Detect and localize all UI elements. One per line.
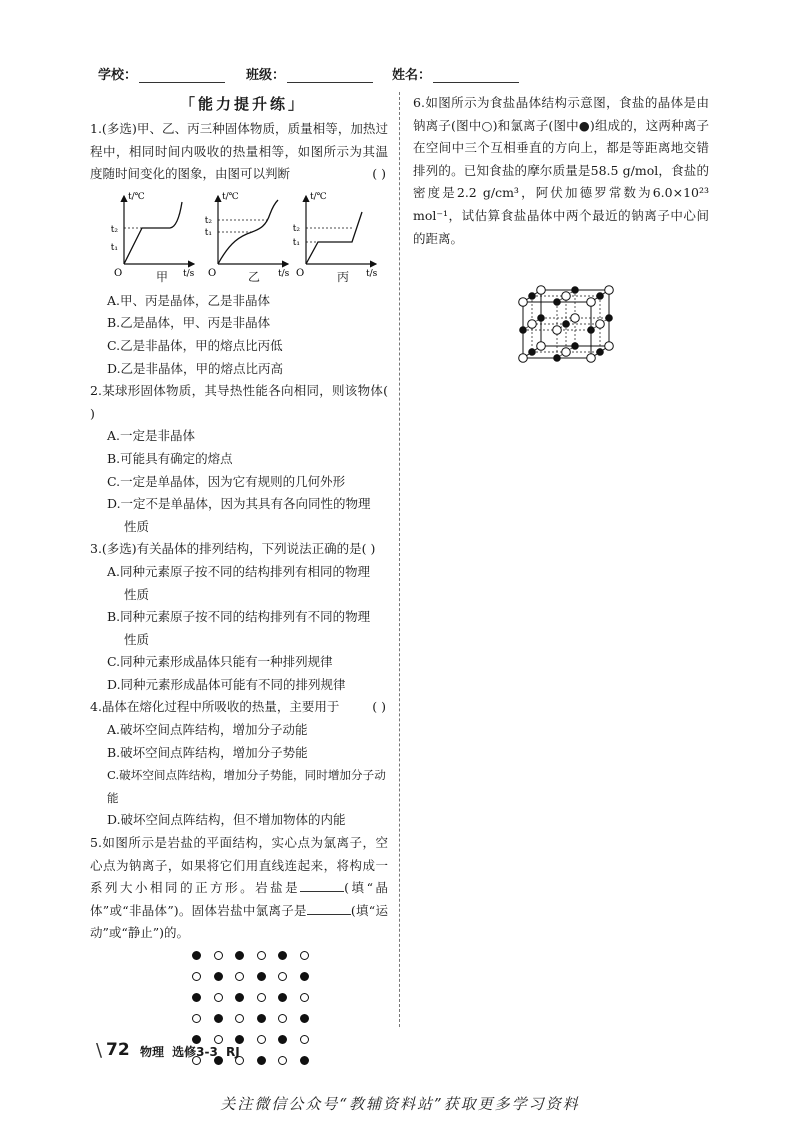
question-1 bbox=[90, 118, 388, 380]
question-4 bbox=[90, 696, 388, 832]
name-field[interactable] bbox=[392, 64, 519, 83]
chloride-ion bbox=[538, 315, 545, 322]
school-label: 学校： bbox=[98, 68, 138, 83]
nacl-crystal-figure bbox=[413, 266, 709, 378]
sodium-ion bbox=[519, 354, 528, 363]
sodium-ion-dot bbox=[278, 1056, 287, 1065]
bing-origin: O bbox=[296, 267, 305, 279]
class-blank[interactable] bbox=[287, 69, 373, 83]
chloride-ion bbox=[554, 355, 561, 362]
sodium-ion-dot bbox=[300, 993, 309, 1002]
sodium-ion bbox=[571, 314, 580, 323]
chloride-ion bbox=[597, 293, 604, 300]
chloride-ion-dot bbox=[214, 1014, 223, 1023]
temperature-time-graphs bbox=[90, 190, 388, 286]
q6-stem: 6.如图所示为食盐晶体结构示意图，食盐的晶体是由钠离子(图中○)和氯离子(图中●)组成的，这两种离子在空间中三个互相垂直的方向上，都是等距离地交错排列的。已知食盐的摩尔质量是58.5 g/mol，食盐的密度是2.2 g/cm³，阿伏加德罗常数为6.0×10²³ mol⁻¹，试估算食盐晶体中两个最近的钠离子中心间的距离。 bbox=[413, 95, 709, 246]
q5-stem-part1: 5.如图所示是岩盐的平面结构，实心点为氯离子，空心点为钠离子，如果将它们用直线连起来，将构成一系列大小相同的正方形。岩盐是 bbox=[90, 835, 388, 896]
chloride-ion bbox=[572, 287, 579, 294]
q4-answer-bracket[interactable]: ( ) bbox=[372, 699, 386, 715]
sodium-ion-dot bbox=[257, 993, 266, 1002]
q5-stem bbox=[90, 832, 388, 945]
sodium-ion-dot bbox=[214, 993, 223, 1002]
q3-option-b[interactable]: B.同种元素原子按不同的结构排列有不同的物理 bbox=[107, 609, 371, 625]
graph-name-yi: 乙 bbox=[248, 269, 261, 284]
q2-option-c[interactable]: C.一定是单晶体，因为它有规则的几何外形 bbox=[107, 473, 346, 489]
chloride-ion-dot bbox=[235, 993, 244, 1002]
yi-y-label: t/℃ bbox=[222, 191, 239, 202]
q1-option-b[interactable]: B.乙是晶体，甲、丙是非晶体 bbox=[107, 315, 271, 331]
bing-y-label: t/℃ bbox=[310, 191, 327, 202]
sodium-ion bbox=[587, 298, 596, 307]
q4-option-a[interactable]: A.破坏空间点阵结构，增加分子动能 bbox=[107, 722, 308, 738]
sodium-ion bbox=[605, 342, 614, 351]
chloride-ion bbox=[529, 349, 536, 356]
q3-option-b-cont: 性质 bbox=[124, 631, 150, 647]
question-5 bbox=[90, 832, 388, 1079]
chloride-ion-dot bbox=[235, 951, 244, 960]
chloride-ion-dot bbox=[278, 993, 287, 1002]
bing-t1-label: t₁ bbox=[292, 237, 300, 248]
jia-t1-label: t₁ bbox=[110, 242, 118, 253]
graph-name-bing: 丙 bbox=[337, 269, 350, 284]
graph-jia bbox=[111, 192, 195, 279]
chloride-ion bbox=[572, 343, 579, 350]
q5-stem-part2: (填“晶体”或“非晶体”)。固体岩盐中氯离子是 bbox=[90, 880, 388, 918]
sodium-ion bbox=[528, 320, 537, 329]
sodium-ion-dot bbox=[257, 1035, 266, 1044]
q1-stem bbox=[90, 118, 388, 186]
chloride-ion bbox=[529, 293, 536, 300]
q1-stem-text: 1.(多选)甲、乙、丙三种固体物质，质量相等，加热过程中，相同时间内吸收的热量相等，如图所示为其温度随时间变化的图象，由图可以判断 bbox=[90, 121, 388, 182]
q4-option-b[interactable]: B.破坏空间点阵结构，增加分子势能 bbox=[107, 744, 308, 760]
student-info-header bbox=[98, 64, 698, 84]
q1-option-a[interactable]: A.甲、丙是晶体，乙是非晶体 bbox=[107, 292, 271, 308]
column-divider bbox=[399, 92, 400, 1027]
q5-blank-motion[interactable] bbox=[307, 901, 351, 915]
promo-banner: 关注微信公众号“教辅资料站”获取更多学习资料 bbox=[220, 1095, 580, 1113]
q2-stem: 2.某球形固体物质，其导热性能各向相同，则该物体( ) bbox=[90, 383, 388, 421]
sodium-ion bbox=[537, 342, 546, 351]
q3-option-d[interactable]: D.同种元素形成晶体可能有不同的排列规律 bbox=[107, 676, 346, 692]
q4-option-d[interactable]: D.破坏空间点阵结构，但不增加物体的内能 bbox=[107, 812, 346, 828]
question-3 bbox=[90, 538, 388, 696]
jia-t2-label: t₂ bbox=[110, 224, 118, 235]
chloride-ion-dot bbox=[214, 972, 223, 981]
chloride-ion bbox=[554, 299, 561, 306]
sodium-ion-dot bbox=[278, 1014, 287, 1023]
q2-option-d[interactable]: D.一定不是单晶体，因为其具有各向同性的物理 bbox=[107, 496, 371, 512]
jia-origin: O bbox=[114, 267, 123, 279]
jia-x-label: t/s bbox=[183, 268, 195, 279]
chloride-ion-dot bbox=[257, 972, 266, 981]
sodium-ion bbox=[587, 354, 596, 363]
yi-x-label: t/s bbox=[278, 268, 290, 279]
sodium-ion bbox=[596, 320, 605, 329]
sodium-ion-dot bbox=[257, 951, 266, 960]
chloride-ion-dot bbox=[257, 1056, 266, 1065]
curve-bing bbox=[306, 212, 362, 264]
chloride-ion bbox=[606, 315, 613, 322]
right-column bbox=[413, 92, 709, 378]
sodium-ion-dot bbox=[214, 951, 223, 960]
q5-blank-crystal[interactable] bbox=[300, 878, 344, 892]
chloride-ion-dot bbox=[192, 951, 201, 960]
chloride-ion-dot bbox=[300, 1056, 309, 1065]
bing-x-label: t/s bbox=[366, 268, 378, 279]
graph-name-jia: 甲 bbox=[156, 269, 169, 284]
name-blank[interactable] bbox=[433, 69, 519, 83]
sodium-ion bbox=[605, 286, 614, 295]
graph-bing bbox=[293, 192, 378, 279]
q2-option-b[interactable]: B.可能具有确定的熔点 bbox=[107, 450, 233, 466]
sodium-ion-dot bbox=[300, 951, 309, 960]
sodium-ion-dot bbox=[300, 1035, 309, 1044]
q3-option-c[interactable]: C.同种元素形成晶体只能有一种排列规律 bbox=[107, 654, 333, 670]
sodium-ion bbox=[519, 298, 528, 307]
chloride-ion bbox=[597, 349, 604, 356]
nacl-cube-svg bbox=[413, 266, 709, 378]
q2-option-d-cont: 性质 bbox=[124, 518, 150, 534]
q2-option-a[interactable]: A.一定是非晶体 bbox=[107, 428, 196, 444]
q1-answer-bracket[interactable]: ( ) bbox=[372, 166, 386, 182]
chloride-ion-dot bbox=[278, 951, 287, 960]
chloride-ion-dot bbox=[192, 993, 201, 1002]
yi-t2-label: t₂ bbox=[204, 215, 212, 226]
q3-option-a-cont: 性质 bbox=[124, 586, 150, 602]
sodium-ion-dot bbox=[192, 1014, 201, 1023]
q4-stem bbox=[90, 696, 388, 719]
q1-option-d[interactable]: D.乙是非晶体，甲的熔点比丙高 bbox=[107, 360, 284, 376]
book-info: 物理 选修3-3 RJ bbox=[140, 1045, 240, 1059]
sodium-ion-dot bbox=[235, 972, 244, 981]
sodium-ion bbox=[562, 292, 571, 301]
question-6 bbox=[413, 92, 709, 378]
left-column bbox=[90, 118, 388, 1079]
chloride-ion-dot bbox=[278, 1035, 287, 1044]
section-title: 「能力提升练」 bbox=[180, 95, 307, 113]
sodium-ion bbox=[562, 348, 571, 357]
yi-origin: O bbox=[208, 267, 217, 279]
q4-option-c[interactable]: C.破坏空间点阵结构，增加分子势能，同时增加分子动能 bbox=[107, 768, 386, 805]
yi-t1-label: t₁ bbox=[204, 227, 212, 238]
q5-stem-part3: (填“运动”或“静止”)的。 bbox=[90, 902, 388, 941]
name-label: 姓名： bbox=[392, 68, 432, 83]
class-field[interactable] bbox=[246, 64, 373, 83]
school-field[interactable] bbox=[98, 64, 225, 83]
q1-option-c[interactable]: C.乙是非晶体，甲的熔点比丙低 bbox=[107, 337, 283, 353]
chloride-ion bbox=[563, 321, 570, 328]
sodium-ion-dot bbox=[278, 972, 287, 981]
sodium-ion bbox=[537, 286, 546, 295]
curve-jia bbox=[124, 202, 182, 264]
sodium-ion-dot bbox=[235, 1014, 244, 1023]
q3-stem: 3.(多选)有关晶体的排列结构，下列说法正确的是( ) bbox=[90, 541, 376, 557]
footer-slash: \ bbox=[96, 1040, 103, 1061]
q4-stem-text: 4.晶体在熔化过程中所吸收的热量，主要用于 bbox=[90, 699, 340, 715]
school-blank[interactable] bbox=[139, 69, 225, 83]
q3-option-a[interactable]: A.同种元素原子按不同的结构排列有相同的物理 bbox=[107, 563, 371, 579]
jia-y-label: t/℃ bbox=[128, 191, 145, 202]
bing-t2-label: t₂ bbox=[292, 223, 300, 234]
page-number: 72 bbox=[106, 1040, 130, 1060]
chloride-ion-dot bbox=[300, 972, 309, 981]
chloride-ion bbox=[588, 327, 595, 334]
class-label: 班级： bbox=[246, 68, 286, 83]
chloride-ion-dot bbox=[257, 1014, 266, 1023]
sodium-ion bbox=[553, 326, 562, 335]
question-2 bbox=[90, 380, 388, 538]
chloride-ion bbox=[520, 327, 527, 334]
chloride-ion-dot bbox=[300, 1014, 309, 1023]
sodium-ion-dot bbox=[192, 972, 201, 981]
